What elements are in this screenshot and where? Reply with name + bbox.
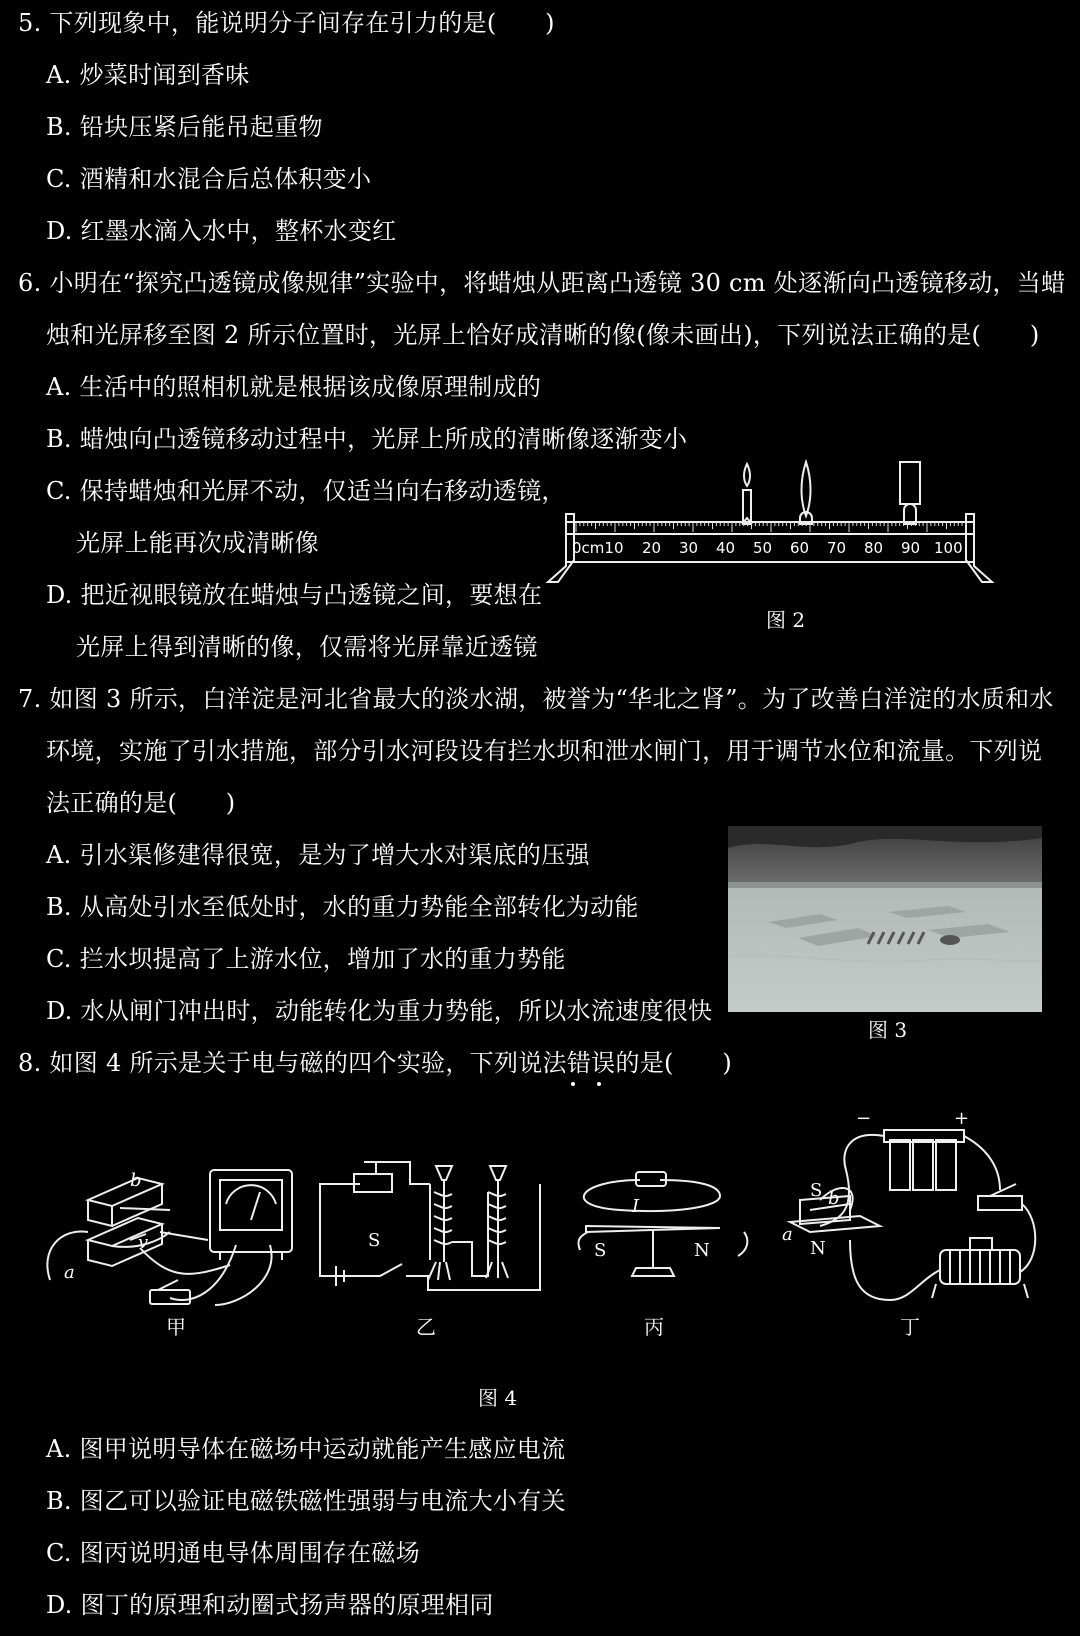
bing-label-current: I <box>632 1196 640 1217</box>
q5-option-b: B. 铅块压紧后能吊起重物 <box>46 113 323 141</box>
q7-stem-line1: 7. 如图 3 所示，白洋淀是河北省最大的淡水湖，被誉为“华北之肾”。为了改善白洋淀的水质和水 <box>18 685 1054 713</box>
figure-2-caption: 图 2 <box>766 608 806 632</box>
q8-option-a: A. 图甲说明导体在磁场中运动就能产生感应电流 <box>46 1435 566 1463</box>
q8-option-c: C. 图丙说明通电导体周围存在磁场 <box>46 1539 420 1567</box>
bing-label-s: S <box>594 1240 607 1261</box>
emphasis-dot <box>571 1082 575 1086</box>
ding-label-b: b <box>828 1188 840 1209</box>
figure-3-photo <box>728 826 1042 1012</box>
q7-option-b: B. 从高处引水至低处时，水的重力势能全部转化为动能 <box>46 893 639 921</box>
ruler-label-0-10: 0cm10 <box>572 539 624 557</box>
q8-stem: 8. 如图 4 所示是关于电与磁的四个实验，下列说法错误的是( ) <box>18 1049 732 1077</box>
ruler-label-70: 70 <box>827 539 847 557</box>
q6-option-d-line1: D. 把近视眼镜放在蜡烛与凸透镜之间，要想在 <box>46 581 543 609</box>
jia-label-a: a <box>64 1262 75 1283</box>
candle-icon <box>743 464 751 524</box>
q5-option-c: C. 酒精和水混合后总体积变小 <box>46 165 372 193</box>
bing-label-n: N <box>694 1240 710 1261</box>
ding-label-plus: + <box>954 1108 970 1129</box>
sub-caption-jia: 甲 <box>166 1315 186 1339</box>
jia-apparatus <box>47 1170 292 1305</box>
ruler-ticks <box>576 522 966 532</box>
q5-option-d: D. 红墨水滴入水中，整杯水变红 <box>46 217 397 245</box>
ruler-label-30: 30 <box>679 539 699 557</box>
figure-3-caption: 图 3 <box>868 1018 908 1042</box>
q6-stem-line2: 烛和光屏移至图 2 所示位置时，光屏上恰好成清晰的像(像未画出)，下列说法正确的是( ) <box>46 321 1040 349</box>
q6-option-c-line2: 光屏上能再次成清晰像 <box>76 529 319 557</box>
jia-label-b: b <box>130 1170 142 1191</box>
sub-caption-yi: 乙 <box>416 1315 436 1339</box>
ding-label-minus: − <box>856 1108 872 1129</box>
ruler-label-20: 20 <box>642 539 662 557</box>
ding-label-s: S <box>810 1180 823 1201</box>
convex-lens-icon <box>802 462 811 516</box>
jia-label-v: v <box>138 1232 149 1253</box>
q6-option-d-line2: 光屏上得到清晰的像，仅需将光屏靠近透镜 <box>76 633 538 661</box>
q8-option-d: D. 图丁的原理和动圈式扬声器的原理相同 <box>46 1591 494 1619</box>
ruler-label-90: 90 <box>901 539 921 557</box>
ding-label-a: a <box>782 1224 793 1245</box>
q6-option-c-line1: C. 保持蜡烛和光屏不动，仅适当向右移动透镜， <box>46 477 566 505</box>
ruler-label-40: 40 <box>716 539 736 557</box>
q7-stem-line2: 环境，实施了引水措施，部分引水河段设有拦水坝和泄水闸门，用于调节水位和流量。下列说 <box>46 737 1043 765</box>
q6-option-b: B. 蜡烛向凸透镜移动过程中，光屏上所成的清晰像逐渐变小 <box>46 425 688 453</box>
q7-option-a: A. 引水渠修建得很宽，是为了增大水对渠底的压强 <box>46 841 590 869</box>
yi-circuit <box>320 1162 540 1290</box>
q7-stem-line3: 法正确的是( ) <box>46 789 236 817</box>
q6-option-a: A. 生活中的照相机就是根据该成像原理制成的 <box>46 373 542 401</box>
q8-option-b: B. 图乙可以验证电磁铁磁性强弱与电流大小有关 <box>46 1487 566 1515</box>
figure-2-optical-bench <box>562 456 1032 596</box>
yi-label-switch: S <box>368 1230 381 1251</box>
figure-4-caption: 图 4 <box>478 1386 518 1410</box>
ding-label-n: N <box>810 1238 826 1259</box>
q6-stem-line1: 6. 小明在“探究凸透镜成像规律”实验中，将蜡烛从距离凸透镜 30 cm 处逐渐向凸透镜移动，当蜡 <box>18 269 1066 297</box>
ruler-label-60: 60 <box>790 539 810 557</box>
q5-stem: 5. 下列现象中，能说明分子间存在引力的是( ) <box>18 9 555 37</box>
figure-4-electromagnetism <box>20 1100 1060 1350</box>
sub-caption-bing: 丙 <box>644 1315 664 1339</box>
q7-option-c: C. 拦水坝提高了上游水位，增加了水的重力势能 <box>46 945 566 973</box>
ding-motor-circuit <box>790 1130 1035 1300</box>
emphasis-dot <box>597 1082 601 1086</box>
q5-option-a: A. 炒菜时闻到香味 <box>46 61 250 89</box>
ruler-label-80: 80 <box>864 539 884 557</box>
sub-caption-ding: 丁 <box>900 1315 920 1339</box>
light-screen-icon <box>900 462 920 504</box>
ruler-label-50: 50 <box>753 539 773 557</box>
ruler-label-100: 100 <box>934 539 963 557</box>
q7-option-d: D. 水从闸门冲出时，动能转化为重力势能，所以水流速度很快 <box>46 997 713 1025</box>
